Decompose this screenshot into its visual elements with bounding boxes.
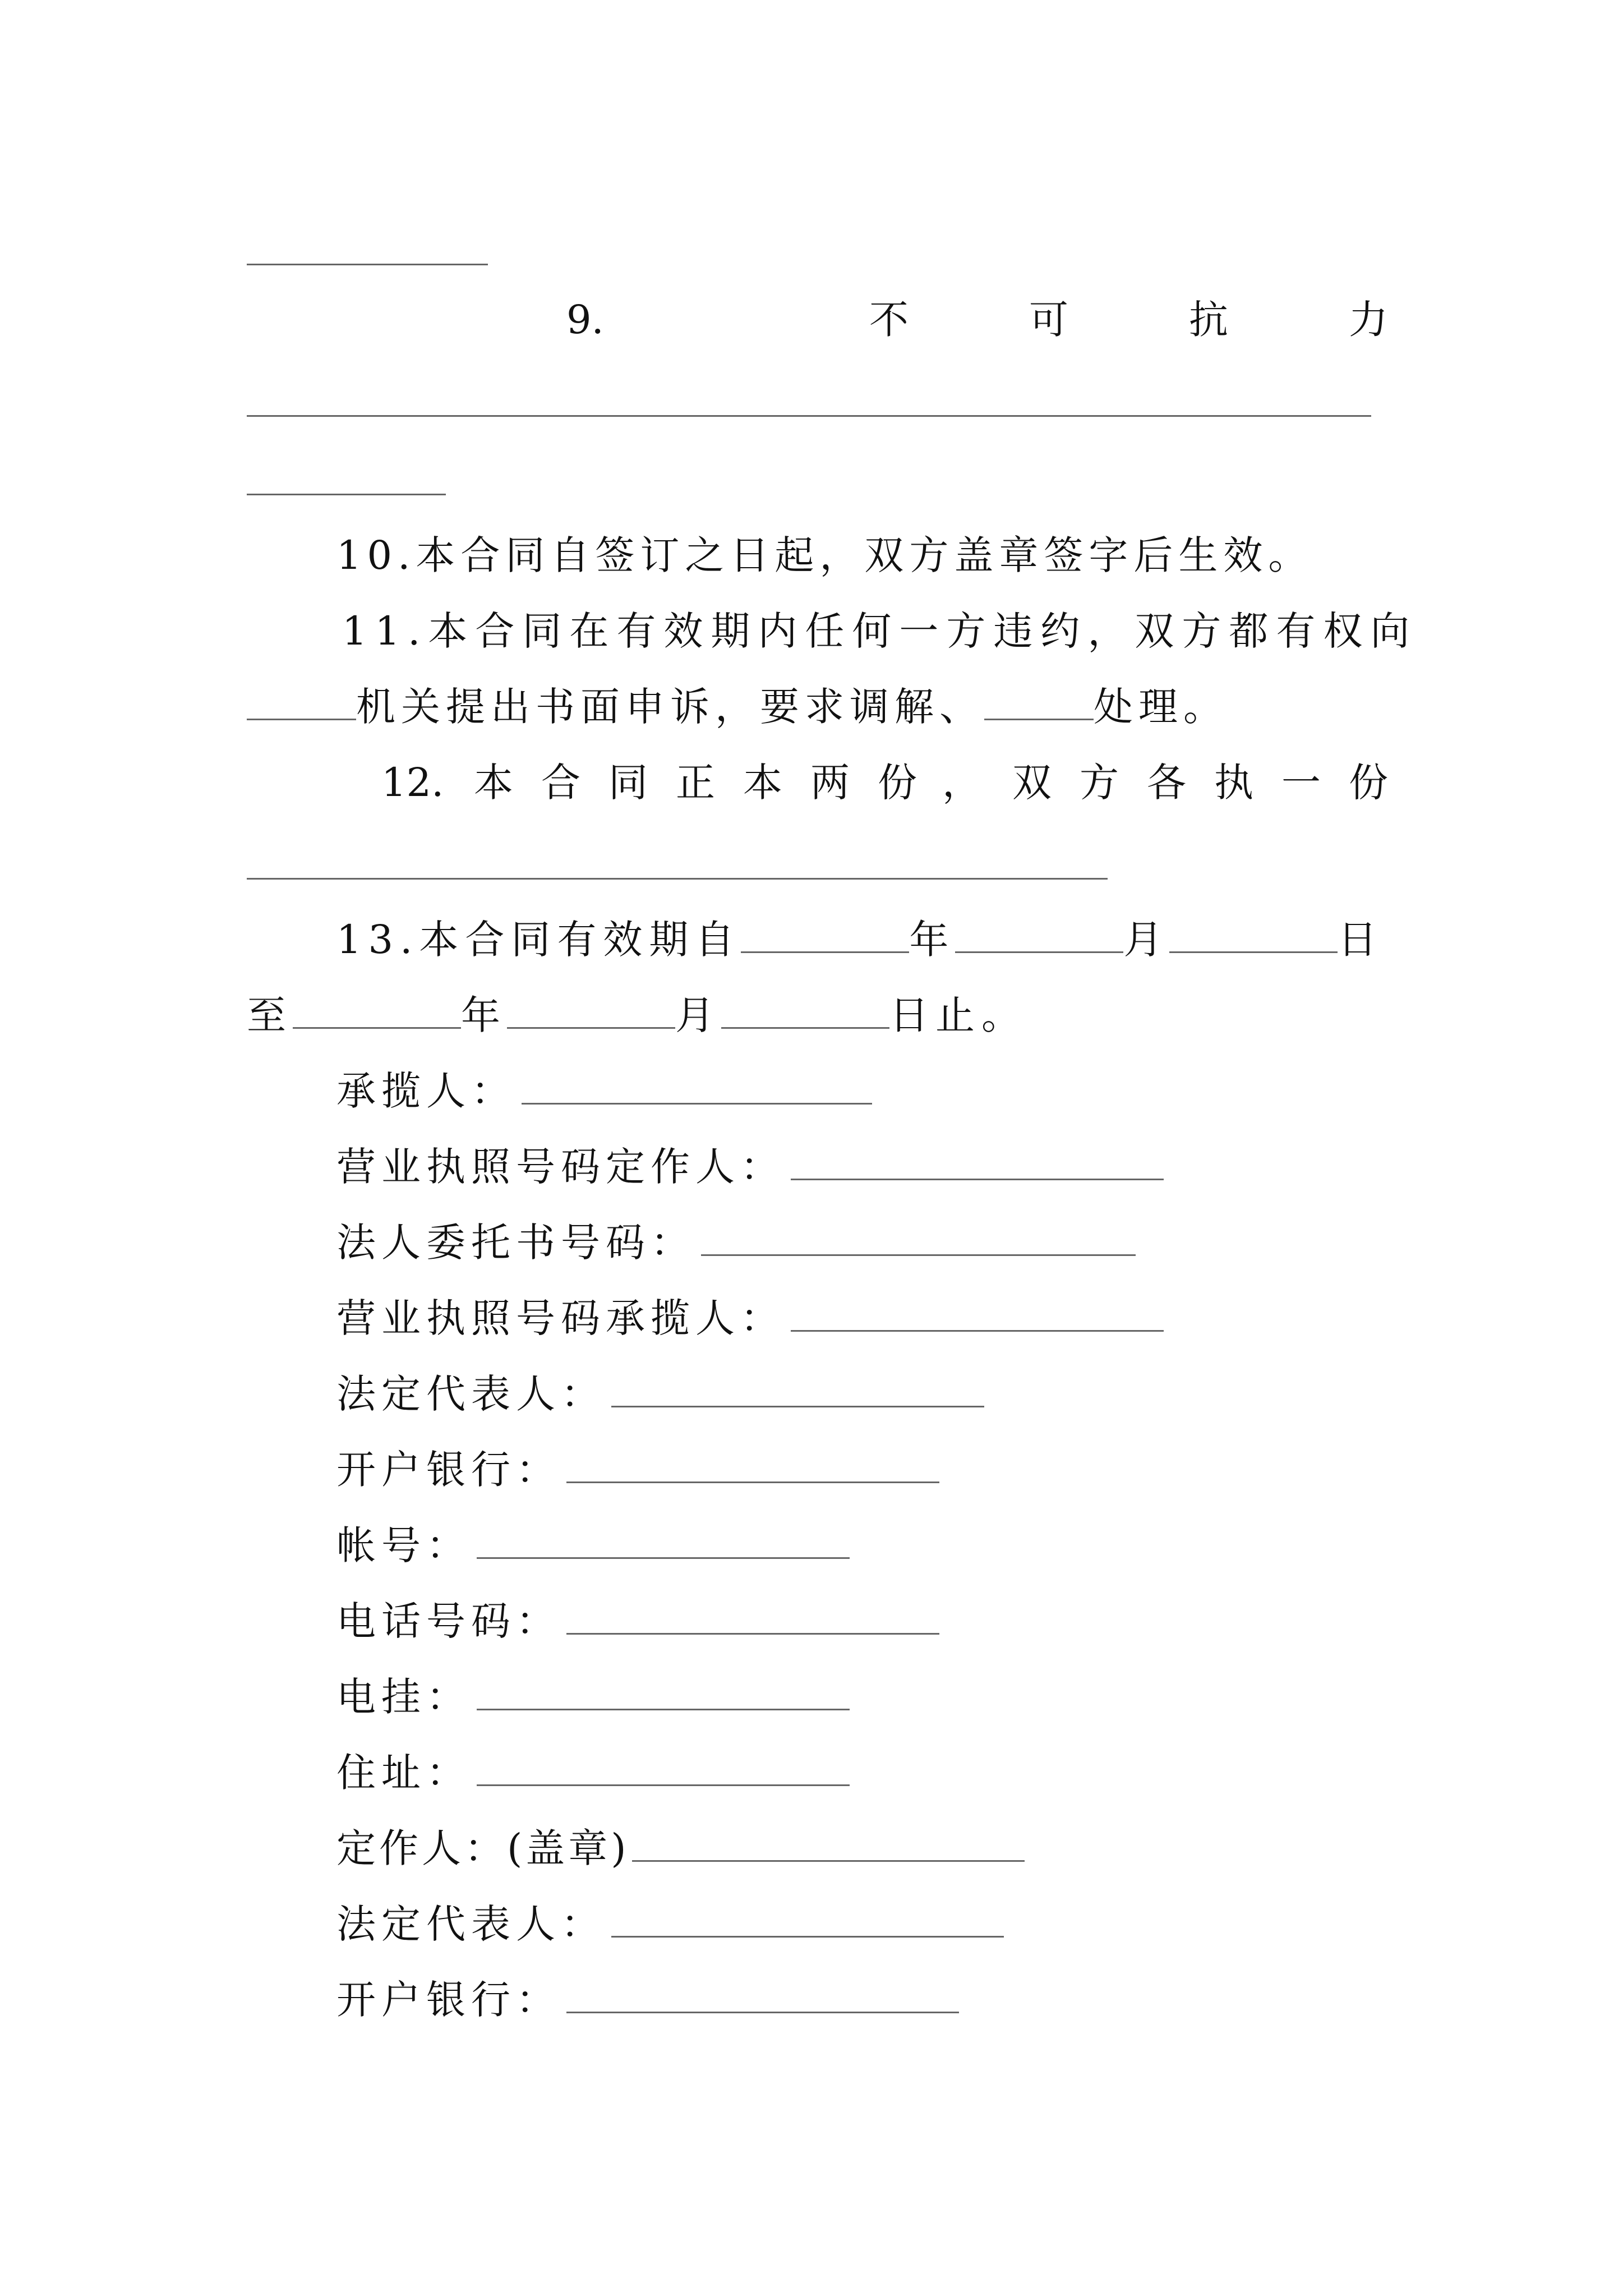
clause-9-char: 抗 <box>1189 297 1228 343</box>
field-input[interactable] <box>791 1144 1164 1180</box>
clause-12-char: 方 <box>1080 760 1119 806</box>
field-input[interactable] <box>566 1598 939 1635</box>
clause-9-char: 可 <box>1029 297 1068 343</box>
clause-9-number: 9. <box>566 297 604 343</box>
field-legal-rep-2 <box>336 1899 1004 1949</box>
field-label: 法定代表人： <box>336 1371 606 1417</box>
field-label: 住址： <box>336 1750 471 1796</box>
field-input[interactable] <box>611 1371 984 1407</box>
month-label: 月 <box>675 992 721 1038</box>
clause-12-char: 本 <box>474 760 513 806</box>
clause-10: 10.本合同自签订之日起，双方盖章签字后生效。 <box>336 532 1313 578</box>
end-month-field[interactable] <box>507 992 675 1029</box>
start-day-field[interactable] <box>1169 917 1338 953</box>
field-phone <box>336 1596 939 1646</box>
field-account <box>336 1520 850 1571</box>
end-label: 日止。 <box>889 992 1027 1038</box>
clause-12-char: ， <box>942 760 981 806</box>
year-label: 年 <box>909 917 956 963</box>
field-input[interactable] <box>522 1068 872 1105</box>
field-input[interactable] <box>477 1750 850 1786</box>
field-label: 帐号： <box>336 1522 471 1568</box>
blank-line-clause-9-short <box>247 494 446 495</box>
field-contractor <box>336 1066 872 1116</box>
field-bank-2 <box>336 1975 959 2025</box>
field-label: 定作人：(盖章) <box>336 1825 630 1871</box>
clause-13-line-2 <box>247 990 1027 1041</box>
day-label: 日 <box>1338 917 1384 963</box>
clause-12-char: 同 <box>608 760 648 806</box>
field-label: 营业执照号码承揽人： <box>336 1295 785 1341</box>
clause-13-prefix: 13.本合同有效期自 <box>336 917 741 963</box>
clause-12-char: 两 <box>810 760 850 806</box>
clause-12-char: 份 <box>878 760 917 806</box>
field-legal-rep <box>336 1369 984 1419</box>
field-power-of-attorney <box>336 1217 1136 1268</box>
field-input[interactable] <box>566 1977 959 2013</box>
field-input[interactable] <box>477 1674 850 1710</box>
clause-11-line-2 <box>247 682 1228 732</box>
field-address <box>336 1747 850 1798</box>
clause-12-char: 执 <box>1214 760 1253 806</box>
end-day-field[interactable] <box>721 992 889 1029</box>
clause-12-char: 本 <box>743 760 782 806</box>
blank-line-clause-12 <box>247 878 1108 880</box>
field-label: 开户银行： <box>336 1977 561 2023</box>
clause-9-char: 力 <box>1349 297 1388 343</box>
clause-12-line <box>0 757 1623 808</box>
field-label: 承揽人： <box>336 1068 516 1114</box>
field-input[interactable] <box>477 1522 850 1559</box>
field-orderer-seal <box>336 1823 1025 1874</box>
field-label: 法人委托书号码： <box>336 1220 695 1266</box>
blank-line-top <box>247 264 488 265</box>
clause-11-text-b: 处理。 <box>1094 684 1228 730</box>
field-input[interactable] <box>791 1295 1164 1332</box>
clause-11-line-1: 11.本合同在有效期内任何一方违约，双方都有权向 <box>342 608 1418 654</box>
clause-9-line <box>0 295 1623 345</box>
field-license-contractor <box>336 1293 1164 1343</box>
clause-12-char: 正 <box>676 760 715 806</box>
field-input[interactable] <box>611 1901 1004 1938</box>
field-label: 营业执照号码定作人： <box>336 1144 785 1190</box>
blank-field[interactable] <box>984 684 1094 720</box>
field-label: 电话号码： <box>336 1598 561 1644</box>
field-label: 开户银行： <box>336 1447 561 1493</box>
clause-11-text-a: 机关提出书面申诉，要求调解、 <box>356 684 984 730</box>
clause-12-char: 双 <box>1012 760 1052 806</box>
field-license-orderer <box>336 1142 1164 1192</box>
field-label: 电挂： <box>336 1674 471 1720</box>
field-label: 法定代表人： <box>336 1901 606 1947</box>
clause-12-char: 合 <box>541 760 580 806</box>
month-label: 月 <box>1123 917 1170 963</box>
start-year-field[interactable] <box>741 917 909 953</box>
clause-12-char: 各 <box>1147 760 1186 806</box>
clause-13-line-1 <box>336 914 1384 965</box>
field-input[interactable] <box>701 1220 1136 1256</box>
blank-field[interactable] <box>247 684 356 720</box>
blank-line-clause-9-long <box>247 415 1371 417</box>
field-input[interactable] <box>566 1447 939 1483</box>
clause-12-number: 12. <box>381 760 444 806</box>
field-telegraph <box>336 1672 850 1722</box>
clause-12-char: 份 <box>1349 760 1388 806</box>
field-input[interactable] <box>632 1825 1025 1862</box>
to-label: 至 <box>247 992 293 1038</box>
end-year-field[interactable] <box>293 992 461 1029</box>
clause-9-char: 不 <box>869 297 909 343</box>
clause-12-char: 一 <box>1281 760 1321 806</box>
field-bank <box>336 1444 939 1495</box>
year-label: 年 <box>461 992 507 1038</box>
start-month-field[interactable] <box>955 917 1123 953</box>
